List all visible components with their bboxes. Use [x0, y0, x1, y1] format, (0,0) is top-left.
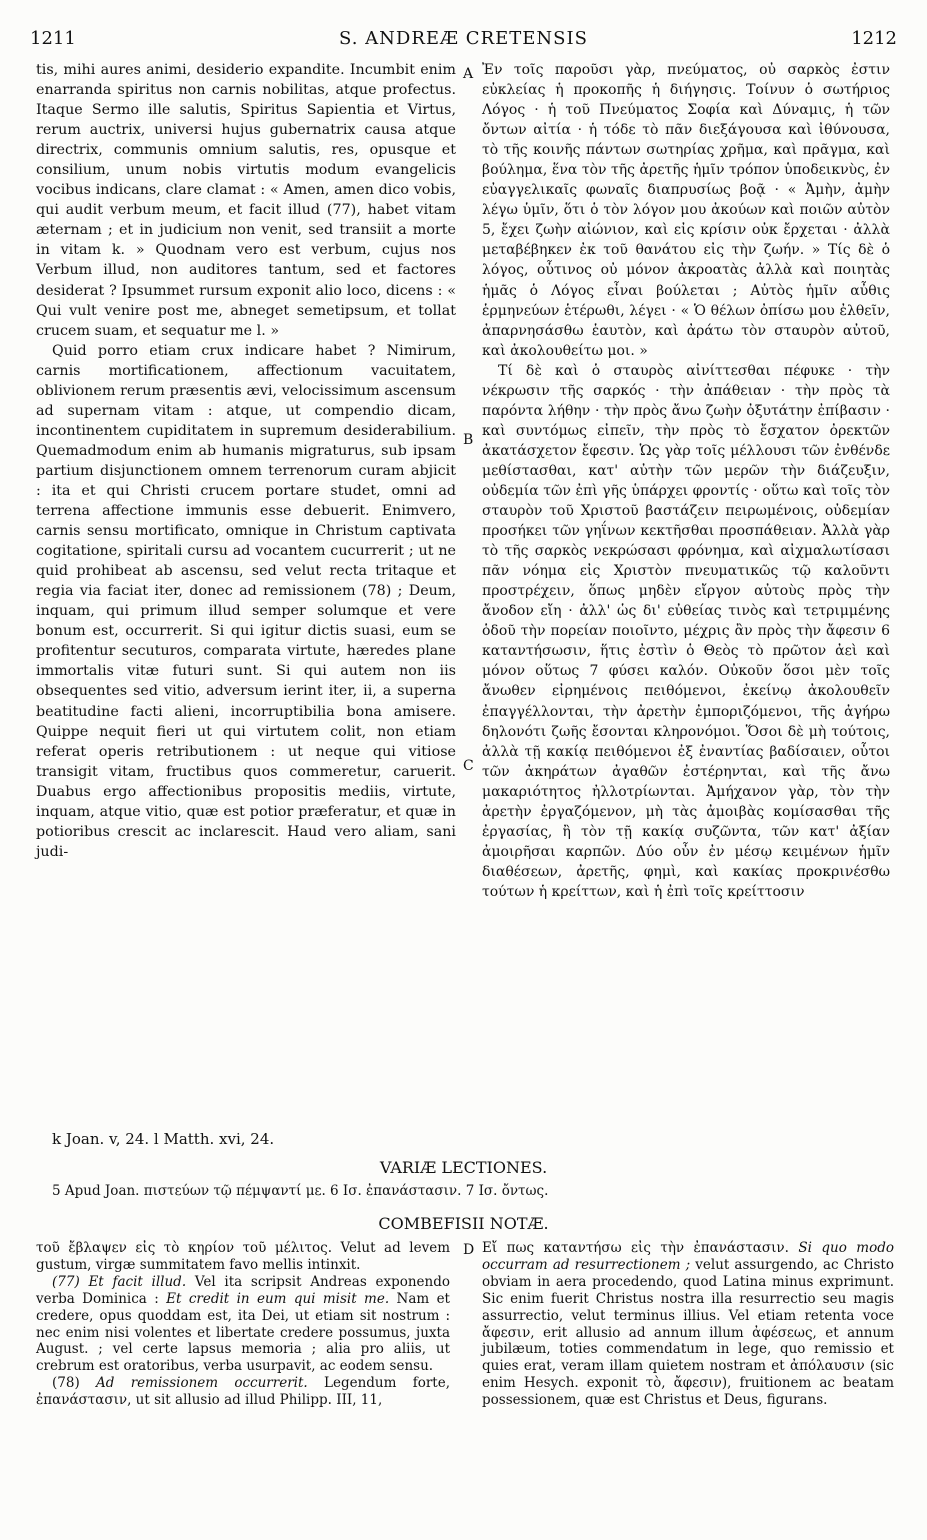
notes-right-column — [482, 1240, 894, 1409]
latin-paragraph-2: Quid porro etiam crux indicare habet ? Nimirum, carnis mortificationem, affectionum vacuitatem, oblivionem rerum præsentis ævi, velocissimum ascensum ad supernam vitam : atque, ut compendio dicam, incontinentem cupiditatem in supremum desiderabilium. Quemadmodum enim ab humanis migraturus, sub ipsam partium disjunctionem omnem terrenorum curam abjicit : ita et qui Christi crucem portare studet, omni ad terrena affectione immunis esse debuerit. Enimvero, carnis sensu mortificato, omnique in Christum captivata cogitatione, spiritali cursu ad vocantem cucurrerit ; ut ne quid prohibeat ab ascensu, sed velut recta tritaque et regia via faciat iter, donec ad remissionem (78) ; Deum, inquam, qui primum illud semper solumque et vere bonum est, occurrerit. Si qui igitur dictis suasi, eum se profitentur secuturos, comparata virtute, hæredes plane immortalis vitæ futuri sunt. Si qui autem non iis obsequentes sed vitio, adversum ierint iter, ii, a superna beatitudine facti alieni, incorruptibilia bona amisere. Quippe nequit fieri ut qui virtutem colit, non etiam referat operis retributionem : ut neque qui vitiose transigit vitam, fructibus quos commeretur, caruerit. Duabus ergo affectionibus propositis mediis, virtute, inquam, atque vitio, quæ est potior præferatur, et quæ in potioribus crescit ac inclarescit. Haud vero aliam, sani judi- — [36, 342, 456, 860]
combefisii-notae-heading: COMBEFISII NOTÆ. — [378, 1214, 549, 1233]
note-78-number: (78) — [52, 1375, 97, 1392]
page-number-left: 1211 — [30, 28, 76, 49]
note-continuation: τοῦ ἔβλαψεν εἰς τὸ κηρίον τοῦ μέλιτος. Velut ad levem gustum, virgæ summitatem favo mellis intinxit. — [36, 1240, 450, 1273]
page-header — [0, 16, 927, 56]
latin-column — [36, 60, 456, 862]
note-78-latin-quote: Si quo modo occurram ad resurrectionem ; — [482, 1240, 894, 1273]
note-78-lemma: Ad remissionem occurrerit. — [96, 1375, 308, 1392]
note-78 — [36, 1375, 450, 1409]
notes-left-column — [36, 1240, 450, 1409]
margin-letter-b: B — [463, 432, 474, 448]
footnotes: k Joan. v, 24. l Matth. xvi, 24. — [52, 1130, 275, 1148]
note-77-text-a: Vel ita scripsit Andreas exponendo verba Dominica : — [36, 1273, 450, 1307]
latin-paragraph-1: tis, mihi aures animi, desiderio expandite. Incumbit enim enarranda spiritus non carnis nobilitas, atque profectus. Itaque Sermo ille salutis, Spiritus Sapientia et Virtus, rerum auctrix, universi hujus gubernatrix causa atque directrix, communis omnium salutis, res, opusque et consilium, unum nobis virtutis modum evangelicis vocibus indicans, clare clamat : « Amen, amen dico vobis, qui audit verbum meum, et facit illud (77), habet vitam æternam ; et in judicium non venit, sed transiit a morte in vitam k. » Quodnam vero est verbum, cujus nos Verbum illud, non auditores tantum, sed et factores desiderat ? Ipsummet rursum exponit alio loco, dicens : « Qui vult venire post me, abneget semetipsum, et tollat crucem suam, et sequatur me l. » — [36, 62, 456, 339]
note-78-text: Legendum forte, ἐπανάστασιν, ut sit allusio ad illud Philipp. III, 11, — [36, 1375, 450, 1409]
margin-letter-c: C — [463, 758, 474, 774]
note-77 — [36, 1274, 450, 1375]
greek-paragraph-2: Τί δὲ καὶ ὁ σταυρὸς αἰνίττεσθαι πέφυκε · τὴν νέκρωσιν τῆς σαρκός · τὴν ἀπάθειαν · τὴν πρὸς τὰ παρόντα λήθην · τὴν πρὸς ἄνω ζωὴν ὀξυτάτην ἐπίβασιν · καὶ συντόμως εἰπεῖν, τὴν πρὸς τὸ ἔσχατον ὀρεκτῶν ἀκατάσχετον ἔφεσιν. Ὡς γὰρ τοῖς μέλλουσι τῶν ἐνθένδε μεθίστασθαι, κατ' αὐτὴν τῶν μερῶν τὴν διάζευξιν, οὐδεμία τῶν ἐπὶ γῆς ὑπάρχει φροντίς · οὕτω καὶ τοῖς τὸν σταυρὸν τοῦ Χριστοῦ βαστάζειν πειρωμένοις, οὐδεμίαν προσήκει τῶν γηΐνων κεκτῆσθαι προσπάθειαν. Ἀλλὰ γὰρ τὸ τῆς σαρκὸς νεκρώσασι φρόνημα, καὶ αἰχμαλωτίσασι πᾶν νόημα εἰς Χριστὸν πνευματικῶς τῷ καλοῦντι προστρέχειν, ὅπως μηδὲν εἴργον αὐτοὺς πρὸς τὴν ἄνοδον εἴη · ἀλλ' ὡς δι' εὐθείας τινὸς καὶ τετριμμένης ὁδοῦ τὴν πορείαν ποιοῖντο, μέχρις ἂν πρὸς τὴν ἄφεσιν 6 καταντήσωσιν, ἥτις ἐστὶν ὁ Θεὸς τὸ πρῶτον ἀεὶ καὶ μόνον οὕτως 7 φύσει καλόν. Οὐκοῦν ὅσοι μὲν τοῖς ἄνωθεν εἰρημένοις πειθόμενοι, ἐκείνῳ ἀκολουθεῖν ἐπαγγέλλονται, τὴν ἀρετὴν ἐμποριζόμενοι, τῆς ἀγήρω δηλονότι ζωῆς ἔσονται κληρονόμοι. Ὅσοι δὲ μὴ τούτοις, ἀλλὰ τῇ κακίᾳ πειθόμενοι ἐξ ἐναντίας βαδίσαιεν, οὗτοι τῶν ἀκηράτων ἀγαθῶν ἐστέρηνται, καὶ τῆς ἄνω μακαριότητος ἠλλοτρίωνται. Ἀμήχανον γὰρ, τὸν τὴν ἀρετὴν ἐργαζόμενον, μὴ τὰς ἀμοιβὰς κομίσασθαι τῆς ἐργασίας, ἢ τὸν τῇ κακίᾳ συζῶντα, τῶν κατ' ἀξίαν ἀμοιρῆσαι καρπῶν. Δύο οὖν ἐν μέσῳ κειμένων ἡμῖν διαθέσεων, ἀρετῆς, φημὶ, καὶ κακίας προκρινέσθω τούτων ἡ κρείττων, καὶ ἡ ἐπὶ τοῖς κρείττοσιν — [482, 362, 890, 900]
page-number-right: 1212 — [851, 28, 897, 49]
note-77-lemma: (77) Et facit illud. — [52, 1273, 187, 1290]
variae-lectiones-heading: VARIÆ LECTIONES. — [379, 1158, 548, 1177]
note-77-text-b: Nam et credere, opus quoddam est, ita Dei, ut etiam sit nostrum : nec enim nisi volentes et libertate credere possumus, juxta August. ; vel certe lapsus memoria ; alia pro aliis, ut crebrum est oratoribus, verba usurpavit, ac eodem sensu. — [36, 1290, 450, 1375]
margin-letter-a: A — [463, 66, 474, 82]
note-78-continuation — [482, 1240, 894, 1409]
variae-lectiones-text: 5 Apud Joan. πιστεύων τῷ πέμψαντί με. 6 Ισ. ἐπανάστασιν. 7 Ισ. ὄντως. — [52, 1183, 549, 1199]
note-78-greek: Εἴ πως καταντήσω εἰς τὴν ἐπανάστασιν. — [482, 1240, 799, 1256]
greek-paragraph-1: Ἐν τοῖς παροῦσι γὰρ, πνεύματος, οὐ σαρκὸς ἐστιν εὐκλείας ἡ προκοπῆς ἡ διήγησις. Τοίνυν ὁ σωτήριος Λόγος · ἡ τοῦ Πνεύματος Σοφία καὶ Δύναμις, ἡ τῶν ὄντων αἰτία · ἡ τόδε τὸ πᾶν διεξάγουσα καὶ ἰθύνουσα, τὸ τῆς κοινῆς πάντων σωτηρίας χρῆμα, καὶ πρᾶγμα, καὶ βούλημα, ἕνα τὸν τῆς ἀρετῆς ἡμῖν τρόπον ὑποδεικνὺς, ἐν εὐαγγελικαῖς φωναῖς διαπρυσίως βοᾷ · « Ἀμὴν, ἀμὴν λέγω ὑμῖν, ὅτι ὁ τὸν λόγον μου ἀκούων καὶ ποιῶν αὐτὸν 5, ἔχει ζωὴν αἰώνιον, καὶ εἰς κρίσιν οὐκ ἔρχεται · ἀλλὰ μεταβέβηκεν ἐκ τοῦ θανάτου εἰς τὴν ζωήν. » Τίς δὲ ὁ λόγος, οὗτινος οὐ μόνον ἀκροατὰς ἀλλὰ καὶ ποιητὰς ἡμᾶς ὁ Λόγος εἶναι βούλεται ; Αὐτὸς ἡμῖν αὖθις ἑρμηνεύων ἑτέρωθι, λέγει · « Ὁ θέλων ὀπίσω μου ἐλθεῖν, ἀπαρνησάσθω ἑαυτὸν, καὶ ἀράτω τὸν σταυρὸν αὐτοῦ, καὶ ἀκολουθείτω μοι. » — [482, 62, 890, 359]
running-title: S. ANDREÆ CRETENSIS — [339, 28, 588, 49]
margin-letter-d: D — [463, 1242, 475, 1258]
note-77-quote: Et credit in eum qui misit me. — [166, 1290, 390, 1307]
greek-column — [482, 60, 890, 902]
note-78-continuation-text: velut assurgendo, ac Christo obviam in aera procedendo, quod Latina minus exprimunt. Sic enim fuerit Christus nostra illa resurrectio seu magis assurrectio, velut terminus illius. Vel etiam retenta voce ἄφεσιν, erit allusio ad annum illum ἀφέσεως, et annum jubilæum, toties commendatum in lege, quo remissio et quies erat, veram illam quietem nostram et ἀπόλαυσιν (sic enim Hesych. exponit τὸ, ἄφεσιν), fruitionem ac beatam possessionem, quæ est Christus et Deus, figurans. — [482, 1256, 894, 1409]
